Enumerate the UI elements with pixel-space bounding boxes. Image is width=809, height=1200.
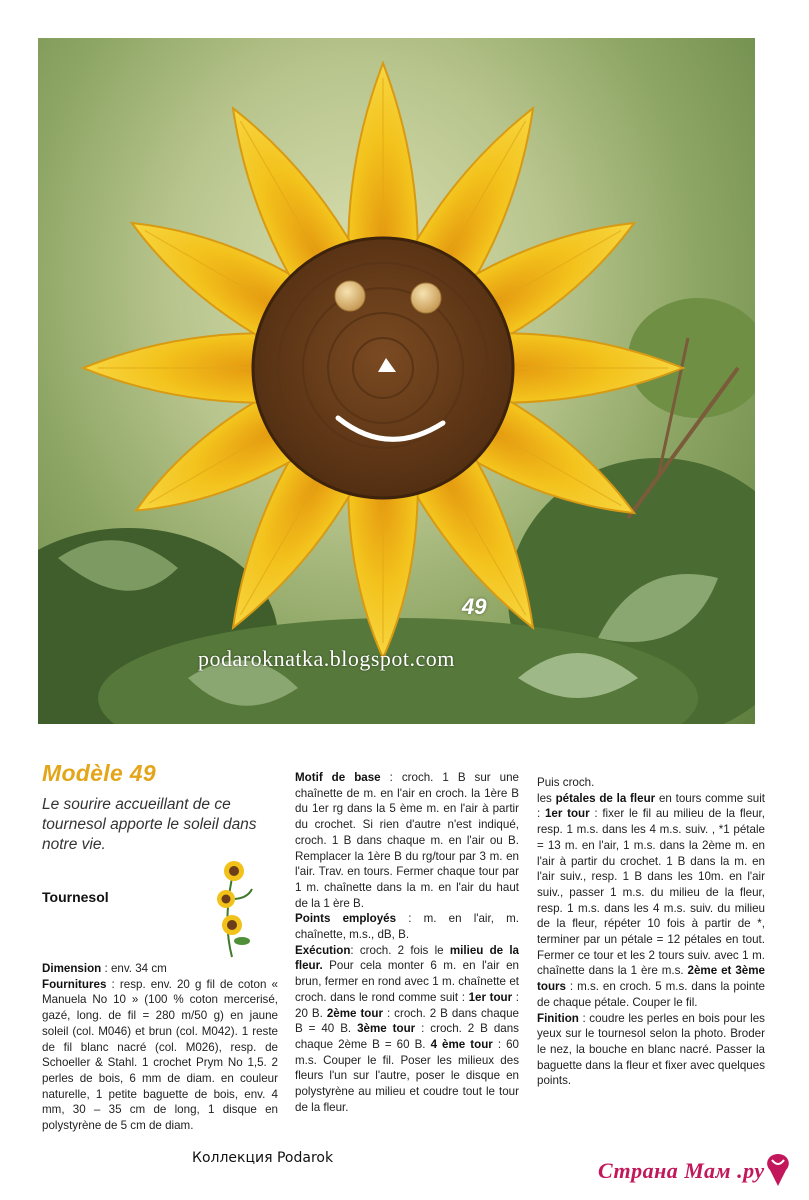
tournesol-header	[42, 869, 278, 917]
intro-text: Le sourire accueillant de ce tournesol apporte le soleil dans notre vie.	[42, 796, 257, 853]
points-label: Points employés	[295, 912, 397, 926]
sunflower-photo	[38, 38, 755, 724]
materials-block	[42, 961, 278, 1134]
petal-tour1-text: : fixer le fil au milieu de la fleur, resp. 1 m.s. dans les 4 m.s. suiv. , *1 pétale = 13 m. en l'air, 1 m.s. dans la 2ème m. en l'air à partir du crochet. 1 B dans la m. en l'air suiv., resp. 1 B dans les 10m. en l'air suiv., passer 1 m.s. du milieu de la fleur, resp. 1 m.s. dans les 4 m.s. suiv. du milieu de la fleur, répéter 10 fois à partir de *, terminer par un pétale = 12 pétales en tout. Fermer ce tour et les 2 tours suiv. avec 1 m. chaînette dans la 1 ère m.s.	[537, 807, 765, 978]
section-title: Tournesol	[42, 889, 109, 905]
points-text: : m. en l'air, m. chaînette, m.s., dB, B.	[295, 912, 519, 942]
model-title: Modèle 49	[42, 760, 156, 786]
article-column-1	[42, 760, 278, 1134]
tour4-label: 4 ème tour	[430, 1037, 493, 1051]
execution-label: Exécution	[295, 943, 351, 957]
tour3-label: 3ème tour	[357, 1022, 416, 1036]
dimension-text: : env. 34 cm	[104, 962, 167, 975]
tour2-label: 2ème tour	[326, 1006, 383, 1020]
petales-label: pétales de la fleur	[555, 791, 656, 805]
finition-label: Finition	[537, 1011, 579, 1025]
left-eye-bead	[335, 281, 365, 311]
collection-caption: Коллекция Podarok	[192, 1150, 334, 1166]
execution-text-1: : croch. 2 fois le	[350, 943, 450, 957]
petal-tour23-text: : m.s. en croch. 5 m.s. dans la pointe de chaque pétale. Couper le fil.	[537, 980, 765, 1009]
execution-bold-1: milieu de la fleur.	[295, 943, 519, 973]
mini-sunflowers-icon	[212, 859, 262, 959]
site-logo: Страна Мам .ру	[598, 1158, 765, 1183]
motif-text: : croch. 1 B sur une chaînette de m. en l'air en croch. la 1ère B du 1er rg dans la 5 ème m. en l'air à partir du crochet. Si rien d'autre n'est indiqué, croch. 1 B dans chaque m. en l'air ou B. Remplacer la 1ère B du rg/tour par 3 m. en l'air. Trav. en tours. Fermer chaque tour par 1 m. chaînette dans la m. en l'air du haut de la 1 ère B.	[295, 771, 519, 910]
model-number: 49	[462, 594, 487, 619]
petal-tour23-label: 2ème et 3ème tours	[537, 964, 765, 994]
motif-label: Motif de base	[295, 771, 381, 784]
article-column-2	[295, 770, 519, 1115]
tour3-text: : croch. 2 B dans chaque 2ème B = 60 B.	[295, 1022, 519, 1051]
logo-ribbon-icon	[760, 1150, 796, 1190]
dimension-label: Dimension	[42, 962, 102, 975]
tour1-text: : 20 B.	[295, 990, 519, 1020]
col3-text-2: en tours comme suit :	[537, 791, 765, 821]
tour2-text: : croch. 2 B dans chaque B = 40 B.	[295, 1006, 519, 1036]
petal-tour1-label: 1er tour	[544, 807, 590, 821]
finition-text: : coudre les perles en bois pour les yeux sur le tournesol selon la photo. Broder le nez, la bouche en blanc nacré. Passer la baguette dans la fleur et fixer avec quelques points.	[537, 1011, 765, 1088]
article-column-3	[537, 775, 765, 1089]
watermark-text: podaroknatka.blogspot.com	[198, 646, 455, 671]
fournitures-label: Fournitures	[42, 977, 107, 991]
col3-start: Puis croch.	[537, 776, 595, 789]
tour1-label: 1er tour	[468, 990, 513, 1004]
right-eye-bead	[411, 283, 441, 313]
fournitures-text: : resp. env. 20 g fil de coton « Manuela No 10 » (100 % coton mercerisé, gazé, long. de fil = 280 m/50 g) en jaune soleil (col. M046) et brun (col. M042). 1 reste de fil blanc nacré (col. M026), resp. de Schoeller & Stahl. 1 crochet Prym No 1,5. 2 perles de bois, 6 mm de diam. en couleur naturelle, 1 petite baguette de bois, env. 4 mm, 30 – 35 cm de long, 1 disque en polystyrène de 5 cm de diam.	[42, 977, 278, 1133]
sunflower-illustration	[38, 38, 755, 724]
tour4-text: : 60 m.s. Couper le fil. Poser les milieux des fleurs l'un sur l'autre, poser le disque en polystyrène au milieu et coudre tout le tour de la fleur.	[295, 1037, 519, 1114]
execution-text-2: Pour cela monter 6 m. en l'air en brun, fermer en rond avec 1 m. chaînette et croch. dans le rond comme suit :	[295, 959, 519, 1004]
col3-text-1: les	[537, 791, 556, 805]
